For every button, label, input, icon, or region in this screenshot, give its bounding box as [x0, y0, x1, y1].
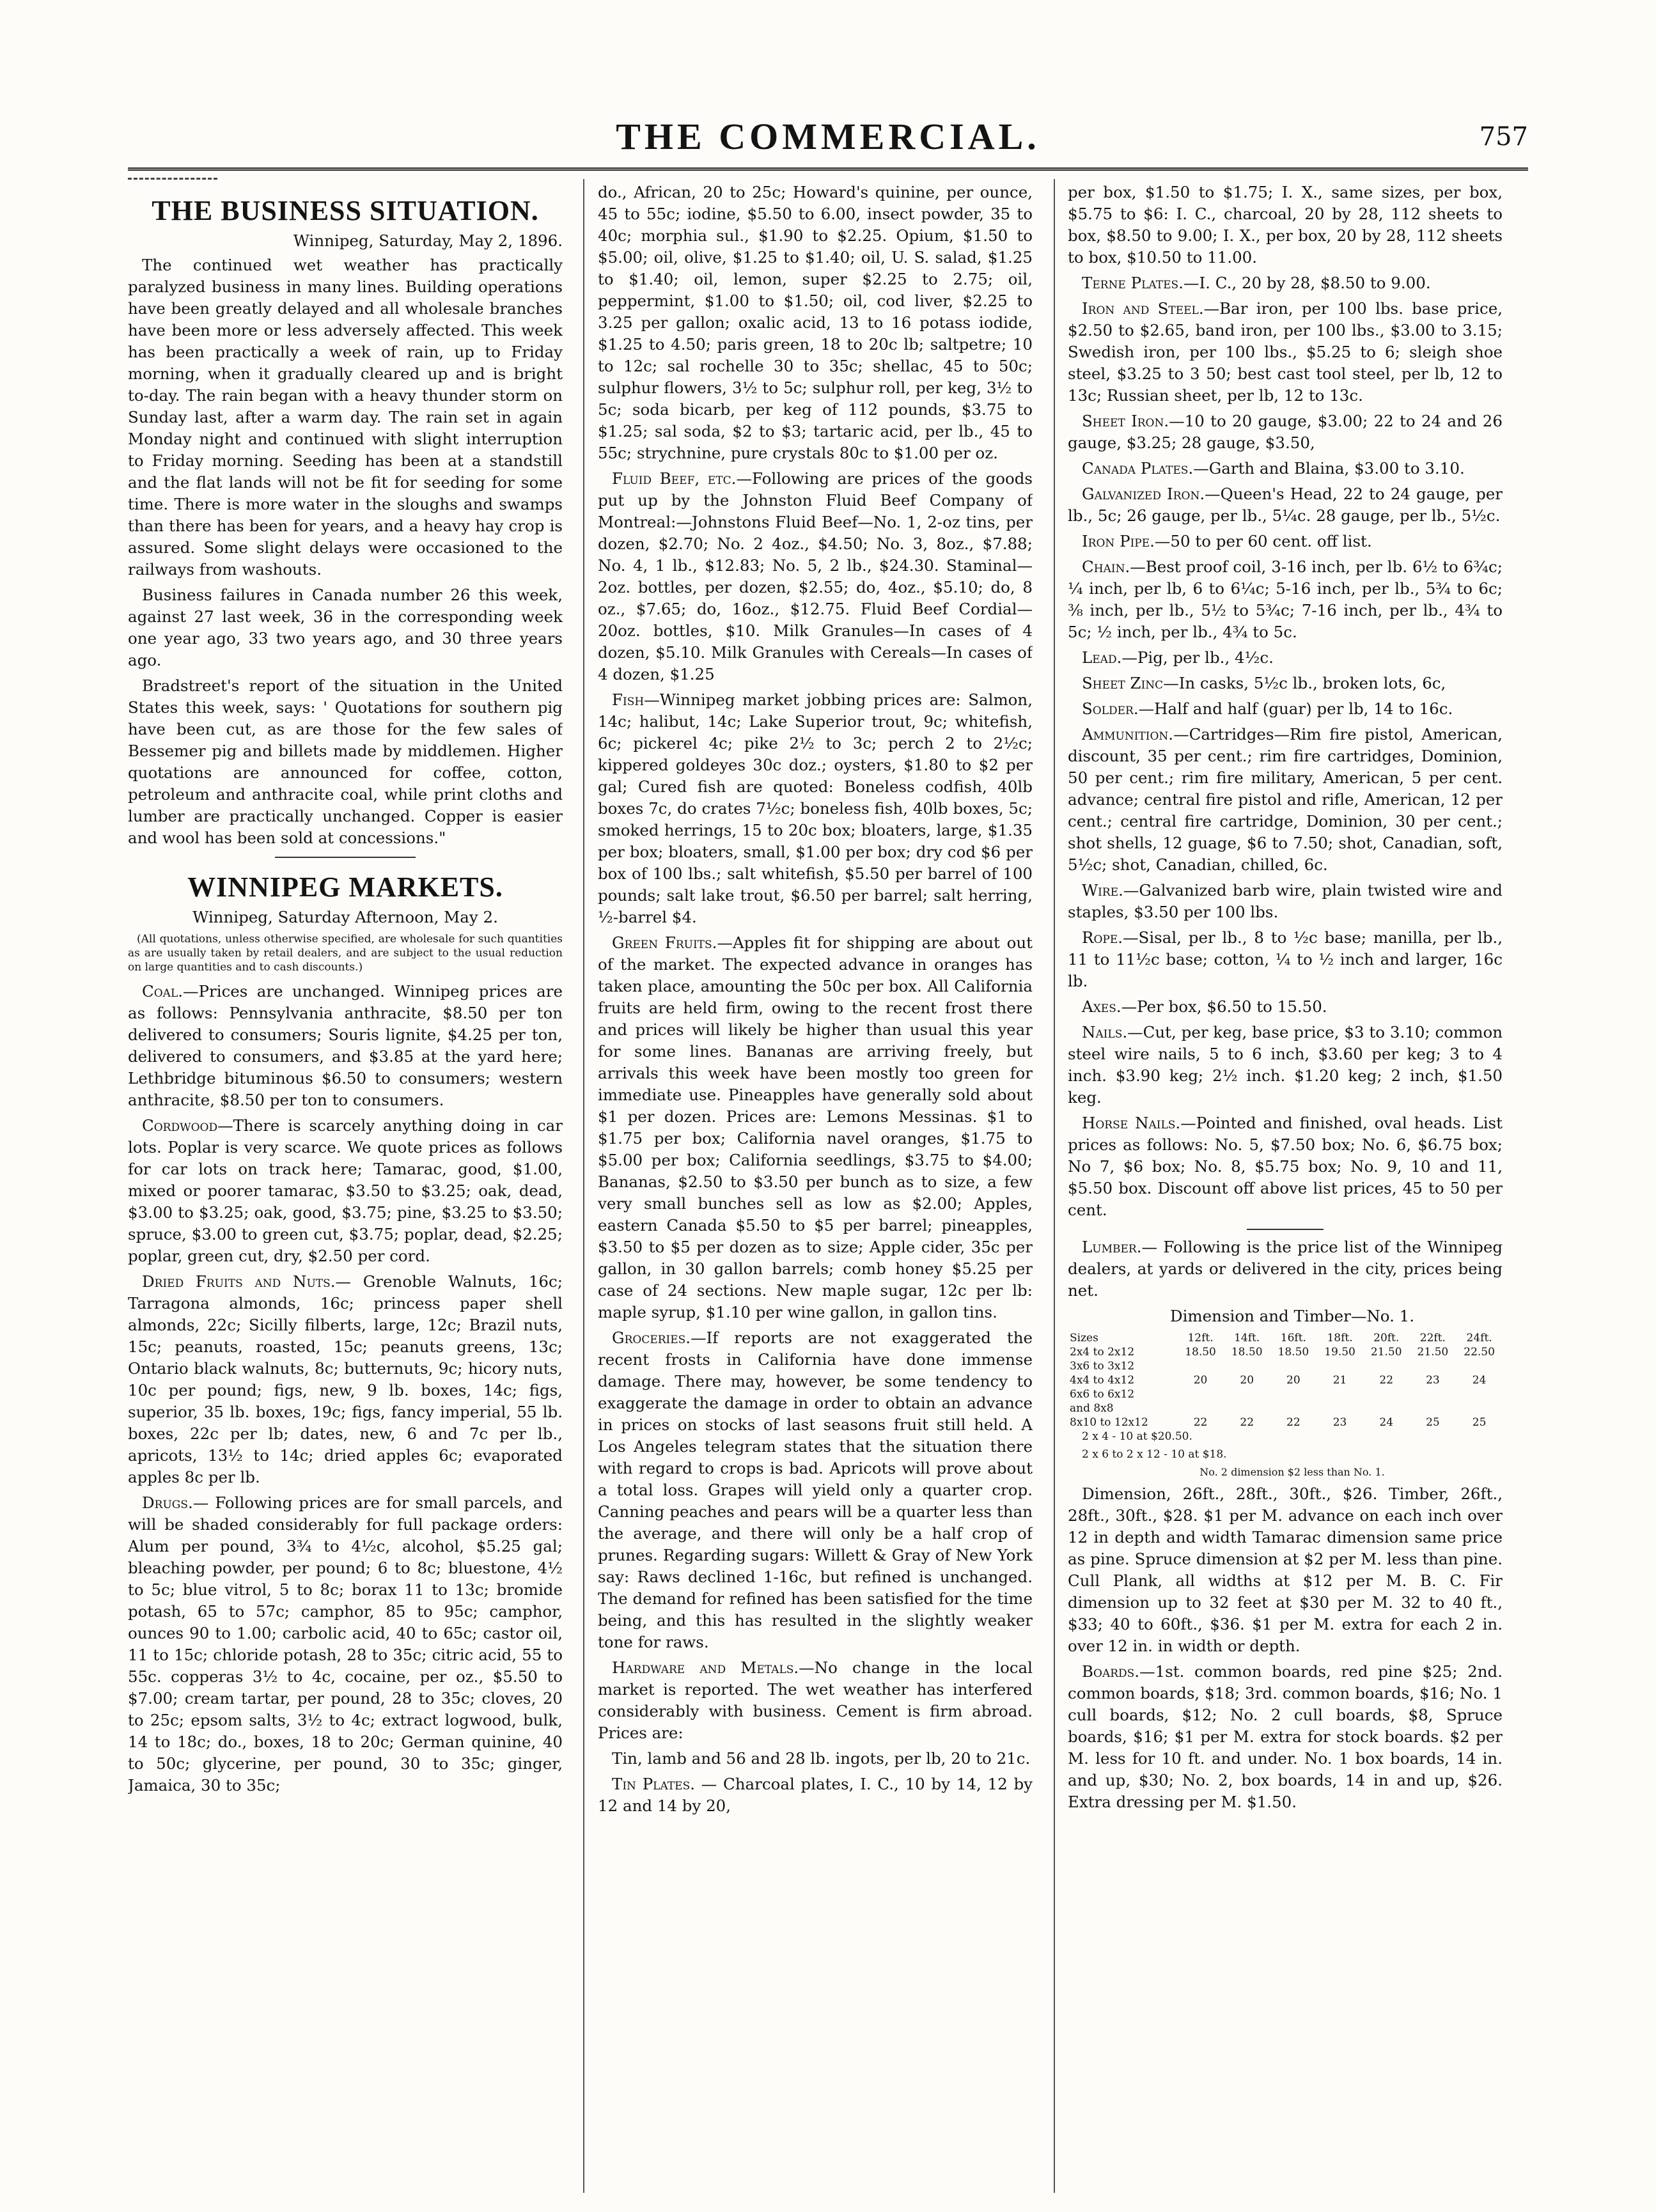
- market-entry: [128, 1492, 563, 1796]
- table-cell: [1270, 1401, 1317, 1415]
- market-entry: [598, 1773, 1033, 1817]
- table-cell: [1224, 1401, 1270, 1415]
- quotation-note: (All quotations, unless otherwise specified, are wholesale for such quantities as are usually taken by retail dealers, and are subject to the usual reduction on large quantities and to cash discounts.): [128, 933, 563, 974]
- entry-heading: Sheet Iron.: [1082, 412, 1169, 430]
- table-cell: 24: [1379, 1416, 1394, 1429]
- market-entry: [1068, 483, 1503, 527]
- entry-text: —Apples fit for shipping are about out of the market. The expected advance in oranges has taken place, amounting the 50c per box. All California fruits are held firm, owing to the recent frost there and prices will likely be higher than usual this year for some lines. Bananas are arriving freely, but arrivals this week have been mostly too green for immediate use. Pineapples have generally sold about $1 per dozen. Prices are: Lemons Messinas. $1 to $1.75 per box; California navel oranges, $1.75 to $5.00 per box; California seedlings, $3.75 to $4.00; Bananas, $2.50 to $3.50 per bunch as to size, a few very small bunches sell as low as $2.00; Apples, eastern Canada $5.50 to $5 per barrel; pineapples, $3.50 to $5 per dozen as to size; Apple cider, 35c per gallon, in 30 gallon barrels; comb honey $5.25 per case of 24 sections. New maple sugar, 12c per lb: maple syrup, $1.10 per wine gallon, in gallon tins.: [598, 933, 1033, 1321]
- market-entry: [1068, 1022, 1503, 1109]
- entry-text: — Following prices are for small parcels, and will be shaded considerably for full package orders: Alum per pound, 3¾ to 4½c, alcohol, $5.25 gal; bleaching powder, per pound; 6 to 8c; bluestone, 4½ to 5c; blue vitrol, 5 to 8c; borax 11 to 13c; bromide potash, 65 to 57c; camphor, 85 to 95c; camphor, ounces 90 to 1.00; carbolic acid, 40 to 65c; castor oil, 11 to 15c; chloride potash, 28 to 35c; citric acid, 55 to 55c. copperas 3½ to 4c, cocaine, per oz., $5.50 to $7.00; cream tartar, per pound, 28 to 35c; cloves, 20 to 25c; epsom salts, 3½ to 4c; extract logwood, bulk, 14 to 18c; do., boxes, 18 to 20c; German quinine, 40 to 50c; glycerine, per pound, 30 to 35c; ginger, Jamaica, 30 to 35c;: [128, 1493, 563, 1795]
- paragraph: do., African, 20 to 25c; Howard's quinine, per ounce, 45 to 55c; iodine, $5.50 to 6.00, insect powder, 35 to 40c; morphia sul., $1.90 to $2.25. Opium, $1.50 to $5.00; oil, olive, $1.25 to $1.40; oil, U. S. salad, $1.25 to $1.40; oil, lemon, super $2.25 to 2.75; oil, peppermint, $1.00 to $1.50; oil, cod liver, $2.25 to 3.25 per gallon; oxalic acid, 13 to 16 potass iodide, $1.25 to 4.50; paris green, 18 to 20c lb; saltpetre; 10 to 12c; sal rochelle 30 to 35c; shellac, 45 to 50c; sulphur flowers, 3½ to 5c; sulphur roll, per keg, 3½ to 5c; soda bicarb, per keg of 112 pounds, $3.75 to $1.25; sal soda, $2 to $3; tartaric acid, per lb., 45 to 55c; strychnine, pure crystals 80c to $1.00 per oz.: [598, 183, 1033, 462]
- masthead-bar: [128, 114, 1528, 160]
- column-header: 18ft.: [1327, 1332, 1353, 1344]
- market-entry: [1068, 272, 1503, 294]
- entry-text: —Per box, $6.50 to 15.50.: [1121, 997, 1327, 1016]
- entry-text: —Garth and Blaina, $3.00 to 3.10.: [1193, 459, 1465, 478]
- table-cell: 21: [1332, 1374, 1347, 1387]
- column-1: [128, 182, 563, 2195]
- market-entry: [1068, 927, 1503, 992]
- entry-heading: Tin Plates.: [612, 1775, 695, 1793]
- table-cell: [1316, 1359, 1363, 1373]
- entry-heading: Rope.: [1082, 928, 1123, 947]
- entry-heading: Wire.: [1082, 881, 1123, 900]
- entry-heading: Terne Plates.: [1082, 274, 1183, 292]
- market-entry: [1068, 673, 1503, 694]
- table-cell: [1224, 1359, 1270, 1373]
- table-cell: 20: [1240, 1374, 1254, 1387]
- market-entry: [598, 1657, 1033, 1744]
- table-cell: [1410, 1359, 1457, 1373]
- entry-heading: Canada Plates.: [1082, 459, 1194, 478]
- entry-heading: Coal.: [142, 982, 184, 1001]
- entry-text: —There is scarcely anything doing in car lots. Poplar is very scarce. We quote prices as follows for car lots on track here; Tamarac, good, $1.00, mixed or poorer tamarac, $3.50 to $3.25; oak, dead, $3.00 to $3.25; oak, good, $3.75; pine, $3.25 to $3.50; spruce, $3.00 to green cut, $3.75; poplar, dead, $2.25; poplar, green cut, dry, $2.50 per cord.: [128, 1116, 563, 1265]
- entry-text: — Charcoal plates, I. C., 10 by 14, 12 by 12 and 14 by 20,: [598, 1775, 1033, 1815]
- table-cell: [1177, 1387, 1224, 1401]
- market-entry: [1068, 1236, 1503, 1302]
- market-entry: [1068, 647, 1503, 669]
- entry-text: —If reports are not exaggerated the recent frosts in California have done immense damage. There may, however, be some tendency to exaggerate the damage in order to obtain an advance in prices on stocks of last seasons fruit still held. A Los Angeles telegram states that the situation there with regard to crops is bad. Apricots will prove about a total loss. Grapes will yield only a quarter crop. Canning peaches and pears will be a quarter less than the average, and there will only be a half crop of prunes. Regarding sugars: Willett & Gray of New York say: Raws declined 1-16c, but refined is unchanged. The demand for refined has been satisfied for the time being, and this has resulted in the slightly weaker tone for raws.: [598, 1328, 1033, 1651]
- market-entry: [1068, 880, 1503, 923]
- table-row: [1068, 1401, 1503, 1415]
- table-cell: [1456, 1401, 1503, 1415]
- table-cell: 6x6 to 6x12: [1070, 1388, 1135, 1401]
- table-cell: 20: [1286, 1374, 1301, 1387]
- column-header: 16ft.: [1280, 1332, 1306, 1344]
- market-entry: [128, 1115, 563, 1267]
- entry-text: —1st. common boards, red pine $25; 2nd. common boards, $18; 3rd. common boards, $16; No. 1 cull boards, $12; No. 2 cull boards, $8, Spruce boards, $16; $1 per M. extra for stock boards. $2 per M. less for 10 ft. and under. No. 1 box boards, 14 in. and up, $30; No. 2, box boards, 14 in and up, $26. Extra dressing per M. $1.50.: [1068, 1662, 1503, 1811]
- entry-text: —Cartridges—Rim fire pistol, American, discount, 35 per cent.; rim fire cartridges, Dominion, 50 per cent.; rim fire military, American, 5 per cent. advance; central fire pistol and rifle, American, 12 per cent.; central fire cartridge, Dominion, 30 per cent.; shot shells, 12 guage, $6 to 7.50; shot, Canadian, soft, 5½c; shot, Canadian, chilled, 6c.: [1068, 725, 1503, 874]
- entry-text: —In casks, 5½c lb., broken lots, 6c,: [1163, 674, 1446, 692]
- entry-heading: Hardware and Metals.: [612, 1658, 799, 1677]
- entry-heading: Nails.: [1082, 1023, 1128, 1041]
- table-cell: 18.50: [1185, 1346, 1216, 1359]
- entry-text: —Galvanized barb wire, plain twisted wire and staples, $3.50 per 100 lbs.: [1068, 881, 1503, 921]
- table-cell: [1456, 1387, 1503, 1401]
- table-row: [1068, 1373, 1503, 1387]
- table-cell: [1270, 1387, 1317, 1401]
- table-cell: 22: [1379, 1374, 1394, 1387]
- column-header: 22ft.: [1419, 1332, 1446, 1344]
- dateline: Winnipeg, Saturday, May 2, 1896.: [293, 231, 563, 250]
- entry-heading: Ammunition.: [1082, 725, 1174, 744]
- entry-text: —Sisal, per lb., 8 to ½c base; manilla, per lb., 11 to 11½c base; cotton, ¼ to ½ inch and larger, 16c lb.: [1068, 928, 1503, 990]
- header-dash-rule: [128, 178, 217, 180]
- table-cell: [1177, 1359, 1224, 1373]
- table-row: [1068, 1359, 1503, 1373]
- table-cell: 22: [1286, 1416, 1301, 1429]
- market-entry: [1068, 724, 1503, 876]
- masthead-title: THE COMMERCIAL.: [616, 116, 1040, 157]
- table-header-row: [1068, 1331, 1503, 1345]
- entry-heading: Cordwood: [142, 1116, 218, 1135]
- table-cell: [1270, 1359, 1317, 1373]
- article-title: THE BUSINESS SITUATION.: [152, 195, 539, 226]
- entry-text: —Pointed and finished, oval heads. List prices as follows: No. 5, $7.50 box; No. 6, $6.75 box; No 7, $6 box; No. 8, $5.75 box; No. 9, 10 and 11, $5.50 box. Discount off above list prices, 45 to 50 per cent.: [1068, 1114, 1503, 1219]
- paragraph: The continued wet weather has practically paralyzed business in many lines. Building operations have been greatly delayed and all wholesale branches have been more or less adversely affected. This week has been practically a week of rain, up to Friday morning, when it gradually cleared up and is bright to-day. The rain began with a heavy thunder storm on Sunday last, after a warm day. The rain set in again Monday night and continued with slight interruption to Friday morning. Seeding has been at a standstill and the flat lands will not be fit for seeding for some time. There is more water in the sloughs and swamps than there has been for years, and a heavy hay crop is assured. Some slight delays were occasioned to the railways from washouts.: [128, 256, 563, 579]
- column-2: [598, 182, 1033, 2195]
- column-3: [1068, 182, 1503, 2195]
- entry-text: —Winnipeg market jobbing prices are: Salmon, 14c; halibut, 14c; Lake Superior trout, 9c; whitefish, 6c; pickerel 4c; pike 2½ to 3c; perch 2 to 2½c; kippered goldeyes 30c doz.; oysters, $1.80 to $2 per gal; Cured fish are quoted: Boneless codfish, 40lb boxes 7c, do crates 7½c; boneless fish, 40lb boxes, 5c; smoked herrings, 15 to 20c box; bloaters, large, $1.35 per box; bloaters, small, $1.00 per box; dry cod $6 per box of 100 lbs.; salt whitefish, $5.50 per barrel of 100 pounds; salt lake trout, $6.50 per barrel; salt herring, ½-barrel $4.: [598, 690, 1033, 926]
- header-rule: [128, 167, 1528, 171]
- table-row: [1068, 1387, 1503, 1401]
- table-footnote: 2 x 4 - 10 at $20.50.: [1082, 1430, 1192, 1443]
- table-cell: [1410, 1387, 1457, 1401]
- entry-heading: Boards.: [1082, 1662, 1140, 1681]
- table-cell: 8x10 to 12x12: [1070, 1416, 1148, 1429]
- market-entry: [128, 1271, 563, 1488]
- entry-heading: Galvanized Iron.: [1082, 485, 1205, 503]
- paragraph: Bradstreet's report of the situation in the United States this week, says: ' Quotations for southern pig have been cut, as are those for the few sales of Bessemer pig and billets made by middlemen. Higher quotations are announced for coffee, cotton, petroleum and anthracite coal, while print cloths and lumber are practically unchanged. Copper is easier and wool has been sold at concessions.": [128, 676, 563, 847]
- column-header: 14ft.: [1234, 1332, 1260, 1344]
- entry-heading: Chain.: [1082, 557, 1130, 576]
- entry-heading: Iron and Steel.: [1082, 299, 1204, 318]
- table-cell: 19.50: [1324, 1346, 1355, 1359]
- market-entry: [1068, 698, 1503, 720]
- table-cell: [1316, 1387, 1363, 1401]
- entry-heading: Fluid Beef, etc.: [612, 469, 737, 488]
- entry-heading: Iron Pipe.: [1082, 532, 1155, 550]
- table-cell: [1316, 1401, 1363, 1415]
- entry-text: — Grenoble Walnuts, 16c; Tarragona almonds, 16c; princess paper shell almonds, 22c; Sicilly filberts, large, 12c; Brazil nuts, 15c; peanuts, roasted, 15c; peanuts greens, 13c; Ontario black walnuts, 8c; butternuts, 9c; hicory nuts, 10c per pound; figs, new, 9 lb. boxes, 14c; figs, superior, 35 lb. boxes, 19c; figs, fancy imperial, 55 lb. boxes, 22c per lb; dates, new, 6 and 7c per lb., apricots, 13½ to 14c; dried apples 6c; evaporated apples 8c per lb.: [128, 1272, 563, 1486]
- entry-text: —Pig, per lb., 4½c.: [1121, 648, 1274, 667]
- lumber-price-table: [1068, 1331, 1503, 1429]
- table-cell: 21.50: [1370, 1346, 1402, 1359]
- entry-text: —Bar iron, per 100 lbs. base price, $2.50 to $2.65, band iron, per 100 lbs., $3.00 to 3.15; Swedish iron, per 100 lbs., $5.25 to 6; sleigh shoe steel, $3.25 to 3 50; best cast tool steel, per lb, 12 to 13c; Russian sheet, per lb, 12 to 13c.: [1068, 299, 1503, 405]
- table-cell: 22: [1240, 1416, 1254, 1429]
- entry-text: —Following are prices of the goods put up by the Johnston Fluid Beef Company of Montreal:—Johnstons Fluid Beef—No. 1, 2-oz tins, per dozen, $2.70; No. 2 4oz., $4.50; No. 3, 8oz., $7.88; No. 4, 1 lb., $12.83; No. 5, 2 lb., $24.30. Staminal—2oz. bottles, per dozen, $2.55; do, 4oz., $5.10; do, 8 oz., $7.65; do, 16oz., $12.75. Fluid Beef Cordial—20oz. bottles, $10. Milk Granules—In cases of 4 dozen, $5.10. Milk Granules with Cereals—In cases of 4 dozen, $1.25: [598, 469, 1033, 683]
- table-cell: 22.50: [1464, 1346, 1495, 1359]
- table-title: Dimension and Timber—No. 1.: [1169, 1307, 1415, 1325]
- column-header: Sizes: [1070, 1332, 1098, 1344]
- entry-text: —Queen's Head, 22 to 24 gauge, per lb., 5c; 26 gauge, per lb., 5¼c. 28 gauge, per lb., 5½c.: [1068, 485, 1503, 525]
- table-cell: [1410, 1401, 1457, 1415]
- entry-text: —I. C., 20 by 28, $8.50 to 9.00.: [1183, 274, 1431, 292]
- table-cell: [1224, 1387, 1270, 1401]
- column-divider: [1054, 179, 1055, 2193]
- table-cell: 22: [1193, 1416, 1208, 1429]
- entry-text: —Half and half (guar) per lb, 14 to 16c.: [1138, 699, 1453, 718]
- entry-text: — Following is the price list of the Winnipeg dealers, at yards or delivered in the city, prices being net.: [1068, 1238, 1503, 1300]
- table-cell: [1363, 1359, 1410, 1373]
- table-cell: [1363, 1387, 1410, 1401]
- entry-heading: Lead.: [1082, 648, 1122, 667]
- paragraph: Business failures in Canada number 26 this week, against 27 last week, 36 in the corresponding week one year ago, 33 two years ago, and 30 three years ago.: [128, 586, 563, 669]
- market-entry: [1068, 410, 1503, 454]
- entry-text: —10 to 20 gauge, $3.00; 22 to 24 and 26 gauge, $3.25; 28 gauge, $3.50,: [1068, 412, 1503, 452]
- market-entry: [1068, 531, 1503, 552]
- market-entry: [1068, 1112, 1503, 1221]
- table-cell: 3x6 to 3x12: [1070, 1360, 1135, 1373]
- entry-heading: Horse Nails.: [1082, 1114, 1181, 1132]
- market-entry: [1068, 458, 1503, 479]
- entry-heading: Groceries.: [612, 1328, 691, 1347]
- table-cell: 18.50: [1231, 1346, 1263, 1359]
- table-note: No. 2 dimension $2 less than No. 1.: [1199, 1466, 1385, 1478]
- column-header: 24ft.: [1466, 1332, 1492, 1344]
- entry-text: —Cut, per keg, base price, $3 to 3.10; common steel wire nails, 5 to 6 inch, $3.60 per keg; 3 to 4 inch. $3.90 keg; 2½ inch. $1.20 keg; 2 inch, $1.50 keg.: [1068, 1023, 1503, 1107]
- market-entry: [1068, 996, 1503, 1018]
- table-cell: 23: [1426, 1374, 1440, 1387]
- table-row: [1068, 1415, 1503, 1429]
- market-entry: [598, 689, 1033, 928]
- paragraph: per box, $1.50 to $1.75; I. X., same sizes, per box, $5.75 to $6: I. C., charcoal, 20 by 28, 112 sheets to box, $8.50 to 9.00; I. X., per box, 20 by 28, 112 sheets to box, $10.50 to 11.00.: [1068, 183, 1503, 267]
- market-entry: [598, 932, 1033, 1323]
- table-cell: 25: [1472, 1416, 1487, 1429]
- table-cell: 2x4 to 2x12: [1070, 1346, 1135, 1359]
- article-title: WINNIPEG MARKETS.: [187, 871, 503, 903]
- paragraph: Dimension, 26ft., 28ft., 30ft., $26. Timber, 26ft., 28ft., 30ft., $28. $1 per M. advance on each inch over 12 in depth and width Tamarac dimension same price as pine. Spruce dimension at $2 per M. less than pine. Cull Plank, all widths at $12 per M. B. C. Fir dimension up to 32 feet at $30 per M. 32 to 40 ft., $33; 40 to 60ft., $36. $1 per M. extra for each 2 in. over 12 in. in width or depth.: [1068, 1484, 1503, 1655]
- market-entry: [1068, 1661, 1503, 1813]
- column-divider: [583, 179, 584, 2193]
- table-cell: 20: [1193, 1374, 1208, 1387]
- table-cell: 24: [1472, 1374, 1487, 1387]
- table-row: [1068, 1345, 1503, 1359]
- entry-text: —Prices are unchanged. Winnipeg prices are as follows: Pennsylvania anthracite, $8.50 per ton delivered to consumers; Souris lignite, $4.25 per ton, delivered to consumers, and $3.85 at the yard here; Lethbridge bituminous $6.50 to consumers; western anthracite, $8.50 per ton to consumers.: [128, 982, 563, 1109]
- table-cell: and 8x8: [1070, 1402, 1114, 1415]
- column-header: 12ft.: [1187, 1332, 1214, 1344]
- column-header: 20ft.: [1373, 1332, 1400, 1344]
- table-cell: [1177, 1401, 1224, 1415]
- page-number: 757: [1479, 122, 1528, 152]
- market-entry: [598, 1327, 1033, 1653]
- table-cell: 23: [1332, 1416, 1347, 1429]
- entry-text: —No change in the local market is reported. The wet weather has interfered considerably with business. Cement is firm abroad. Prices are:: [598, 1658, 1033, 1742]
- table-footnote: 2 x 6 to 2 x 12 - 10 at $18.: [1082, 1448, 1227, 1461]
- entry-text: —Best proof coil, 3-16 inch, per lb. 6½ to 6¾c; ¼ inch, per lb, 6 to 6¼c; 5-16 inch, per lb., 5¾ to 6c; ⅜ inch, per lb., 5½ to 5¾c; 7-16 inch, per lb., 4¾ to 5c; ½ inch, per lb., 4¾ to 5c.: [1068, 557, 1503, 641]
- table-cell: 21.50: [1417, 1346, 1449, 1359]
- table-cell: [1456, 1359, 1503, 1373]
- entry-heading: Axes.: [1082, 997, 1121, 1016]
- section-divider: [275, 857, 416, 858]
- section-divider: [1247, 1229, 1324, 1230]
- table-cell: 18.50: [1277, 1346, 1309, 1359]
- market-entry: [598, 468, 1033, 685]
- entry-heading: Dried Fruits and Nuts.: [142, 1272, 336, 1291]
- paragraph: Tin, lamb and 56 and 28 lb. ingots, per lb, 20 to 21c.: [612, 1749, 1031, 1768]
- table-cell: [1363, 1401, 1410, 1415]
- market-entry: [128, 981, 563, 1111]
- entry-heading: Lumber.: [1082, 1238, 1142, 1256]
- entry-text: —50 to per 60 cent. off list.: [1154, 532, 1372, 550]
- market-entry: [1068, 556, 1503, 643]
- market-entry: [1068, 298, 1503, 407]
- dateline: Winnipeg, Saturday Afternoon, May 2.: [192, 908, 498, 926]
- entry-heading: Solder.: [1082, 699, 1139, 718]
- entry-heading: Fish: [612, 690, 644, 709]
- entry-heading: Drugs.: [142, 1493, 193, 1512]
- table-cell: 4x4 to 4x12: [1070, 1374, 1135, 1387]
- table-cell: 25: [1426, 1416, 1440, 1429]
- entry-heading: Sheet Zinc: [1082, 674, 1164, 692]
- entry-heading: Green Fruits.: [612, 933, 717, 952]
